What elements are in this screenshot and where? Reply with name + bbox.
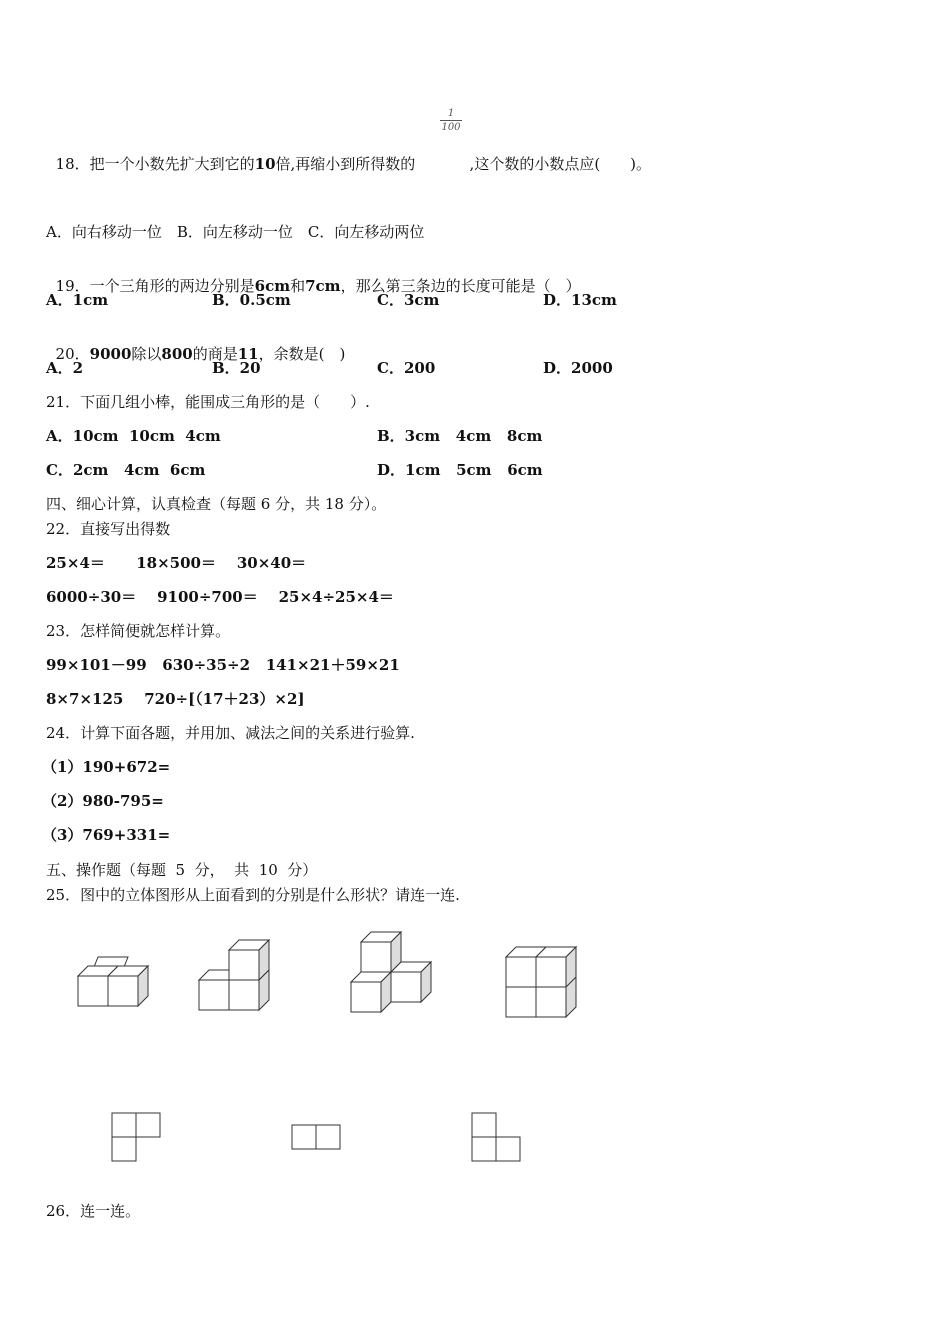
q23-row-1: 99×101－99 630÷35÷2 141×21＋59×21	[46, 656, 400, 674]
q22-row-2: 6000÷30＝ 9100÷700＝ 25×4÷25×4＝	[46, 588, 394, 606]
fraction-numerator: 1	[447, 108, 455, 119]
q24-item-3: （3）769+331=	[42, 826, 171, 844]
q20-option-c: C．200	[377, 359, 436, 377]
q18-options: A．向右移动一位 B．向左移动一位 C．向左移动两位	[46, 223, 425, 241]
q20-text-c: 的商是	[192, 345, 238, 363]
q19-option-c: C．3cm	[377, 291, 440, 309]
q24-title: 24．计算下面各题，并用加、减法之间的关系进行验算.	[46, 724, 415, 742]
q20-number-3: 11	[237, 345, 259, 363]
fraction-bar	[440, 120, 462, 121]
q20-option-b: B．20	[212, 359, 261, 377]
q20-text-a: 20．	[55, 345, 90, 363]
q18-stem-tail	[460, 134, 651, 174]
q21-option-a: A．10cm 10cm 4cm	[46, 427, 221, 445]
q19-stem	[46, 256, 581, 296]
q18-text-c: ,这个数的小数点应( )。	[469, 155, 652, 173]
q23-row-2: 8×7×125 720÷[（17＋23）×2]	[46, 690, 305, 708]
q18-text-b: 倍,再缩小到所得数的	[275, 155, 416, 173]
section-5-heading: 五、操作题（每题 5 分， 共 10 分）	[46, 861, 318, 879]
q19-text-mid: 和	[290, 277, 306, 295]
q20-text-b: 除以	[131, 345, 162, 363]
q20-option-d: D．2000	[543, 359, 613, 377]
q20-option-a: A．2	[46, 359, 84, 377]
q18-fraction	[440, 108, 462, 133]
q19-option-b: B．0.5cm	[212, 291, 291, 309]
q19-text: 19．一个三角形的两边分别是	[55, 277, 255, 295]
q19-value-2: 7cm	[305, 277, 341, 295]
q20-text-d: ，余数是( )	[258, 345, 346, 363]
q24-item-1: （1）190+672=	[42, 758, 171, 776]
q18-stem	[46, 134, 415, 174]
solid-figure-4	[504, 945, 580, 1021]
top-view-l-shape-left	[111, 1112, 163, 1164]
q25-title: 25．图中的立体图形从上面看到的分别是什么形状？请连一连.	[46, 886, 460, 904]
q21-option-b: B．3cm 4cm 8cm	[377, 427, 543, 445]
q21-option-c: C．2cm 4cm 6cm	[46, 461, 206, 479]
q18-number: 10	[254, 155, 276, 173]
solid-figure-2	[197, 938, 273, 1012]
section-4-heading: 四、细心计算，认真检查（每题 6 分，共 18 分）。	[46, 495, 387, 513]
solid-figure-1	[76, 952, 152, 1008]
fraction-denominator: 100	[441, 122, 461, 133]
q20-number-1: 9000	[89, 345, 132, 363]
top-view-two-squares	[291, 1124, 343, 1152]
q19-text-tail: ，那么第三条边的长度可能是（ ）	[340, 277, 581, 295]
q19-value-1: 6cm	[254, 277, 291, 295]
q22-title: 22．直接写出得数	[46, 520, 171, 538]
q20-stem	[46, 324, 345, 364]
q19-option-d: D．13cm	[543, 291, 617, 309]
q20-number-2: 800	[161, 345, 193, 363]
q21-stem: 21．下面几组小棒，能围成三角形的是（ ）.	[46, 393, 370, 411]
q18-text-a: 18．把一个小数先扩大到它的	[55, 155, 255, 173]
solid-figure-3	[349, 930, 435, 1014]
q24-item-2: （2）980-795=	[42, 792, 164, 810]
q21-option-d: D．1cm 5cm 6cm	[377, 461, 543, 479]
top-view-l-shape-right	[471, 1112, 523, 1164]
q19-option-a: A．1cm	[46, 291, 109, 309]
q26-title: 26．连一连。	[46, 1202, 141, 1220]
q23-title: 23．怎样简便就怎样计算。	[46, 622, 231, 640]
q22-row-1: 25×4＝ 18×500＝ 30×40＝	[46, 554, 307, 572]
